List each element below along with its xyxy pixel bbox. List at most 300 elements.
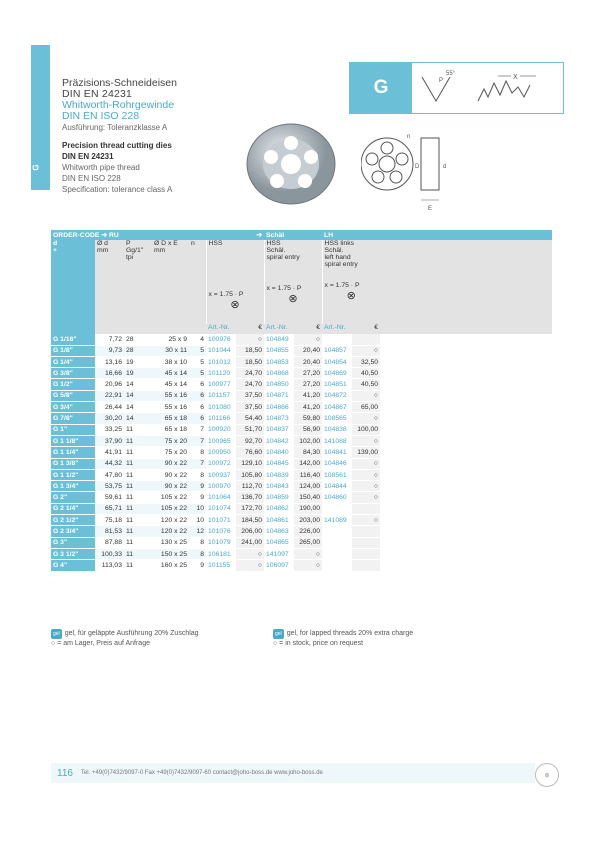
cell-a3: 104846 <box>322 458 352 469</box>
cell-p3 <box>352 526 380 537</box>
thread-profile-icon <box>418 67 558 109</box>
gel-badge-en: gel <box>275 631 282 637</box>
cell-nm: G 1 1/2" <box>51 469 95 480</box>
cell-p3: 139,00 <box>352 447 380 458</box>
col-hss-x: x = 1.75 · P <box>208 291 244 298</box>
cell-a1: 101155 <box>206 560 236 571</box>
cell-p: 11 <box>124 424 152 435</box>
table-row <box>51 356 552 367</box>
x-label: X <box>513 74 518 81</box>
table-row <box>51 469 552 480</box>
cell-p2: 56,90 <box>294 424 322 435</box>
cell-p: 11 <box>124 560 152 571</box>
table-row <box>51 481 552 492</box>
cell-p1: ○ <box>236 334 264 345</box>
cell-d: 59,61 <box>95 492 124 503</box>
cell-d: 26,44 <box>95 402 124 413</box>
cell-a3 <box>322 537 352 548</box>
cell-p2: 84,30 <box>294 447 322 458</box>
cell-a1: 100970 <box>206 481 236 492</box>
de-sub2: DIN EN ISO 228 <box>62 110 140 122</box>
cell-d: 87,88 <box>95 537 124 548</box>
cell-dxe: 65 x 18 <box>152 424 189 435</box>
cell-a2: 104850 <box>264 379 294 390</box>
cell-dxe: 90 x 22 <box>152 469 189 480</box>
cell-d: 13,16 <box>95 356 124 367</box>
cell-n: 9 <box>189 481 206 492</box>
cell-a3: 104860 <box>322 492 352 503</box>
cell-p: 19 <box>124 368 152 379</box>
cell-p2: 41,20 <box>294 402 322 413</box>
table-row <box>51 368 552 379</box>
cell-n: 8 <box>189 469 206 480</box>
en-sub2: DIN EN ISO 228 <box>62 174 121 183</box>
cell-p2: ○ <box>294 548 322 559</box>
cell-d: 65,71 <box>95 503 124 514</box>
table-row <box>51 447 552 458</box>
cell-a2: 104845 <box>264 458 294 469</box>
cell-nm: G 2 3/4" <box>51 526 95 537</box>
cell-p: 11 <box>124 481 152 492</box>
cell-p1: 24,70 <box>236 379 264 390</box>
cell-p2: 265,00 <box>294 537 322 548</box>
cell-a1: 101012 <box>206 356 236 367</box>
table-row <box>51 424 552 435</box>
cell-a1: 100976 <box>206 334 236 345</box>
cell-a2: 104873 <box>264 413 294 424</box>
cell-p: 11 <box>124 537 152 548</box>
cell-nm: G 1" <box>51 424 95 435</box>
cell-a1: 101064 <box>206 492 236 503</box>
table-row <box>51 458 552 469</box>
art-nr-3: Art.-Nr. <box>322 324 352 334</box>
pitch-label: P <box>439 78 444 84</box>
cell-p: 28 <box>124 345 152 356</box>
cell-p1: 129,10 <box>236 458 264 469</box>
cell-p1: 37,50 <box>236 402 264 413</box>
cell-p: 11 <box>124 435 152 446</box>
col-hss3-c: left hand <box>324 254 351 261</box>
cell-a2: 104859 <box>264 492 294 503</box>
table-row <box>51 515 552 526</box>
cell-d: 100,33 <box>95 548 124 559</box>
cell-n: 7 <box>189 435 206 446</box>
cell-n: 7 <box>189 424 206 435</box>
cell-p1: 24,70 <box>236 368 264 379</box>
product-table <box>51 230 552 572</box>
cell-p1: 92,70 <box>236 435 264 446</box>
table-row <box>51 503 552 514</box>
col-hss2-x: x = 1.75 · P <box>266 285 302 292</box>
cell-p3: ○ <box>352 413 380 424</box>
cell-a2: 104863 <box>264 526 294 537</box>
col-hss3: HSS links <box>324 240 354 247</box>
cell-dxe: 65 x 18 <box>152 413 189 424</box>
table-row <box>51 435 552 446</box>
cell-a2: 104866 <box>264 402 294 413</box>
cell-p: 14 <box>124 390 152 401</box>
cell-n: 6 <box>189 379 206 390</box>
cell-dxe: 130 x 25 <box>152 537 189 548</box>
cell-d: 20,96 <box>95 379 124 390</box>
cell-a2: 104837 <box>264 424 294 435</box>
cell-d: 44,32 <box>95 458 124 469</box>
cell-d: 7,72 <box>95 334 124 345</box>
legend-en-1: gel, for lapped threads 20% extra charge <box>286 630 414 637</box>
de-norm: DIN EN 24231 <box>62 88 133 100</box>
col-hss2-c: spiral entry <box>266 254 300 261</box>
cell-p3 <box>352 503 380 514</box>
cell-dxe: 30 x 11 <box>152 345 189 356</box>
drawing-n-label: n <box>407 134 411 140</box>
eur-3: € <box>352 324 380 334</box>
cell-nm: G 1 1/4" <box>51 447 95 458</box>
cell-p: 11 <box>124 492 152 503</box>
col-dxe: Ø D x E <box>154 240 178 247</box>
cell-p1: 54,40 <box>236 413 264 424</box>
cell-p1: 241,00 <box>236 537 264 548</box>
table-row <box>51 537 552 548</box>
cell-a2: 104855 <box>264 345 294 356</box>
en-norm: DIN EN 24231 <box>62 152 114 161</box>
cell-a3: 104841 <box>322 447 352 458</box>
cell-d: 41,91 <box>95 447 124 458</box>
cell-a1: 101071 <box>206 515 236 526</box>
col-od: Ø d <box>97 240 108 247</box>
cell-a2: 104840 <box>264 447 294 458</box>
col-hss3-d: spiral entry <box>324 261 358 268</box>
cell-a1: 101120 <box>206 368 236 379</box>
col-n: n <box>189 240 206 324</box>
cell-p2: 190,00 <box>294 503 322 514</box>
order-code-row: ORDER-CODE ➔ RU ➔ Schäl LH <box>51 230 552 240</box>
cell-a2: 106097 <box>264 560 294 571</box>
eur-1: € <box>236 324 264 334</box>
cell-d: 30,20 <box>95 413 124 424</box>
cell-a2: 104843 <box>264 481 294 492</box>
en-title: Precision thread cutting dies <box>62 141 172 150</box>
col-hss3-b: Schäl. <box>324 247 344 254</box>
cell-d: 37,90 <box>95 435 124 446</box>
cell-a1: 100937 <box>206 469 236 480</box>
cell-a2: 104849 <box>264 334 294 345</box>
de-spec: Ausführung: Toleranzklasse A <box>62 123 168 132</box>
cell-p3: 100,00 <box>352 424 380 435</box>
cell-p2: ○ <box>294 334 322 345</box>
cell-p1: ○ <box>236 560 264 571</box>
cell-nm: G 2 1/4" <box>51 503 95 514</box>
drawing-E-label: E <box>428 206 433 212</box>
legend-de-1: gel, für geläppte Ausführung 20% Zuschlag <box>64 630 199 637</box>
cell-a3: 104838 <box>322 424 352 435</box>
die-left-icon: ⊗ <box>346 290 356 302</box>
cell-a1: 100972 <box>206 458 236 469</box>
cell-p2: 27,20 <box>294 379 322 390</box>
cell-a2: 104865 <box>264 537 294 548</box>
cell-d: 47,80 <box>95 469 124 480</box>
cell-p1: 105,80 <box>236 469 264 480</box>
group-schael: Schäl <box>264 230 322 240</box>
cell-dxe: 55 x 16 <box>152 402 189 413</box>
cell-d: 81,53 <box>95 526 124 537</box>
cell-nm: G 3/4" <box>51 402 95 413</box>
cell-p3 <box>352 560 380 571</box>
cell-a1: 100950 <box>206 447 236 458</box>
cell-dxe: 120 x 22 <box>152 515 189 526</box>
cell-dxe: 105 x 22 <box>152 492 189 503</box>
table-row <box>51 345 552 356</box>
cell-nm: G 1 3/8" <box>51 458 95 469</box>
cell-a3: 104867 <box>322 402 352 413</box>
order-code-label: ORDER-CODE <box>53 232 100 239</box>
gel-badge: gel <box>53 631 60 637</box>
cell-nm: G 5/8" <box>51 390 95 401</box>
legend-de <box>51 629 199 649</box>
legend-de-2: ○ = am Lager, Preis auf Anfrage <box>51 640 150 647</box>
cell-nm: G 1/8" <box>51 345 95 356</box>
cell-p2: 27,20 <box>294 368 322 379</box>
cell-nm: G 1/16" <box>51 334 95 345</box>
col-hss3-x: x = 1.75 · P <box>324 282 360 289</box>
company-logo-icon: ⊛ <box>535 763 559 787</box>
cell-dxe: 90 x 22 <box>152 458 189 469</box>
cell-p1: 37,50 <box>236 390 264 401</box>
en-spec: Specification: tolerance class A <box>62 185 173 194</box>
cell-p2: 20,40 <box>294 345 322 356</box>
eur-2: € <box>294 324 322 334</box>
cell-p: 14 <box>124 402 152 413</box>
col-d-sym: + <box>53 247 57 254</box>
side-tab <box>31 45 50 190</box>
group-lh: LH <box>322 230 380 240</box>
cell-p3: ○ <box>352 469 380 480</box>
cell-nm: G 2" <box>51 492 95 503</box>
col-dxe-unit: mm <box>154 247 166 254</box>
cell-n: 8 <box>189 548 206 559</box>
cell-p: 11 <box>124 503 152 514</box>
page-number: 116 <box>57 767 73 779</box>
cell-n: 10 <box>189 503 206 514</box>
table-row <box>51 560 552 571</box>
table-row <box>51 390 552 401</box>
cell-d: 16,66 <box>95 368 124 379</box>
cell-a1: 100977 <box>206 379 236 390</box>
legend-en <box>273 629 413 649</box>
drawing-d-label: d <box>443 164 447 170</box>
cell-p2: 102,00 <box>294 435 322 446</box>
cell-p2: 226,00 <box>294 526 322 537</box>
cell-p3 <box>352 537 380 548</box>
cell-p: 14 <box>124 379 152 390</box>
side-tab-label: G <box>31 164 41 171</box>
col-hss: HSS <box>208 240 223 247</box>
cell-p1: 184,50 <box>236 515 264 526</box>
cell-dxe: 38 x 10 <box>152 356 189 367</box>
cell-p: 11 <box>124 526 152 537</box>
cell-dxe: 75 x 20 <box>152 435 189 446</box>
cell-p3: ○ <box>352 390 380 401</box>
cell-n: 9 <box>189 560 206 571</box>
cell-p1: 172,70 <box>236 503 264 514</box>
order-code-value: RU <box>108 232 119 239</box>
cell-p: 28 <box>124 334 152 345</box>
header <box>62 78 272 195</box>
cell-p2: 20,40 <box>294 356 322 367</box>
cell-nm: G 1/2" <box>51 379 95 390</box>
cell-d: 53,75 <box>95 481 124 492</box>
table-row <box>51 402 552 413</box>
cell-p3: 32,50 <box>352 356 380 367</box>
cell-a1: 101080 <box>206 402 236 413</box>
cell-p3: ○ <box>352 492 380 503</box>
cell-p1: 18,50 <box>236 356 264 367</box>
de-sub1: Whitworth-Rohrgewinde <box>62 99 175 111</box>
thread-letter: G <box>350 63 412 113</box>
cell-d: 33,25 <box>95 424 124 435</box>
cell-n: 12 <box>189 526 206 537</box>
cell-p1: ○ <box>236 548 264 559</box>
cell-p3: 40,50 <box>352 379 380 390</box>
en-sub1: Whitworth pipe thread <box>62 163 140 172</box>
table-row <box>51 548 552 559</box>
thread-symbol-box <box>349 62 564 114</box>
cell-a3: 104872 <box>322 390 352 401</box>
cell-a3 <box>322 526 352 537</box>
cell-dxe: 120 x 22 <box>152 526 189 537</box>
cell-p2: 124,00 <box>294 481 322 492</box>
cell-a2: 104862 <box>264 503 294 514</box>
cell-a3: 108565 <box>322 413 352 424</box>
cell-nm: G 1 3/4" <box>51 481 95 492</box>
cell-p1: 136,70 <box>236 492 264 503</box>
cell-a1: 101074 <box>206 503 236 514</box>
cell-a3 <box>322 548 352 559</box>
cell-p: 19 <box>124 356 152 367</box>
col-hss2-b: Schäl. <box>266 247 286 254</box>
cell-a1: 101044 <box>206 345 236 356</box>
cell-a3 <box>322 334 352 345</box>
cell-dxe: 75 x 20 <box>152 447 189 458</box>
footer-contact: Tel. +49(0)7432/9097-0 Fax +49(0)7432/9097-60 contact@joho-boss.de www.joho-boss.de <box>80 770 323 776</box>
art-nr-1: Art.-Nr. <box>206 324 236 334</box>
cell-n: 7 <box>189 458 206 469</box>
cell-a3 <box>322 503 352 514</box>
cell-a2: 104871 <box>264 390 294 401</box>
cell-nm: G 3" <box>51 537 95 548</box>
cell-a3: 141088 <box>322 435 352 446</box>
cell-n: 9 <box>189 492 206 503</box>
cell-n: 4 <box>189 334 206 345</box>
cell-dxe: 45 x 14 <box>152 368 189 379</box>
col-od-unit: mm <box>97 247 109 254</box>
cell-a2: 104839 <box>264 469 294 480</box>
cell-a1: 101079 <box>206 537 236 548</box>
cell-n: 6 <box>189 390 206 401</box>
cell-p1: 18,50 <box>236 345 264 356</box>
cell-p2: 150,40 <box>294 492 322 503</box>
die-drawing <box>361 130 451 215</box>
cell-dxe: 160 x 25 <box>152 560 189 571</box>
cell-p3: ○ <box>352 345 380 356</box>
cell-d: 9,73 <box>95 345 124 356</box>
cell-d: 22,91 <box>95 390 124 401</box>
cell-n: 5 <box>189 356 206 367</box>
col-p: P <box>126 240 131 247</box>
cell-a1: 106181 <box>206 548 236 559</box>
table-row <box>51 526 552 537</box>
table-row <box>51 379 552 390</box>
cell-n: 5 <box>189 345 206 356</box>
cell-p2: 41,20 <box>294 390 322 401</box>
cell-a1: 100920 <box>206 424 236 435</box>
legend-en-2: ○ = in stock, price on request <box>273 640 364 647</box>
art-nr-2: Art.-Nr. <box>264 324 294 334</box>
cell-p2: 59,80 <box>294 413 322 424</box>
cell-a3: 104869 <box>322 368 352 379</box>
cell-a2: 104868 <box>264 368 294 379</box>
die-spiral-icon: ⊗ <box>288 293 298 305</box>
cell-a1: 101166 <box>206 413 236 424</box>
cell-p2: 203,00 <box>294 515 322 526</box>
cell-a3 <box>322 560 352 571</box>
cell-p: 11 <box>124 469 152 480</box>
cell-a1: 101076 <box>206 526 236 537</box>
header-row <box>51 240 552 324</box>
cell-a3: 141089 <box>322 515 352 526</box>
cell-dxe: 105 x 22 <box>152 503 189 514</box>
cell-d: 75,18 <box>95 515 124 526</box>
cell-p: 11 <box>124 515 152 526</box>
cell-a1: 101157 <box>206 390 236 401</box>
cell-p2: 142,00 <box>294 458 322 469</box>
cell-a2: 104853 <box>264 356 294 367</box>
cell-a2: 104861 <box>264 515 294 526</box>
cell-dxe: 90 x 22 <box>152 481 189 492</box>
cell-nm: G 3/8" <box>51 368 95 379</box>
cell-p1: 206,00 <box>236 526 264 537</box>
angle-label: 55° <box>446 71 456 77</box>
cell-p3: ○ <box>352 481 380 492</box>
cell-n: 5 <box>189 368 206 379</box>
table-row <box>51 334 552 345</box>
cell-nm: G 1 1/8" <box>51 435 95 446</box>
cell-nm: G 7/8" <box>51 413 95 424</box>
cell-a3: 108561 <box>322 469 352 480</box>
cell-nm: G 4" <box>51 560 95 571</box>
cell-a1: 100965 <box>206 435 236 446</box>
cell-a3: 104857 <box>322 345 352 356</box>
cell-nm: G 2 1/2" <box>51 515 95 526</box>
col-p-unit2: tpi <box>126 254 134 261</box>
col-hss2: HSS <box>266 240 281 247</box>
cell-p3: ○ <box>352 435 380 446</box>
cell-p2: ○ <box>294 560 322 571</box>
cell-a2: 104842 <box>264 435 294 446</box>
cell-p: 11 <box>124 458 152 469</box>
cell-d: 113,03 <box>95 560 124 571</box>
cell-dxe: 25 x 9 <box>152 334 189 345</box>
col-p-unit: Gg/1" <box>126 247 144 254</box>
cell-p3 <box>352 334 380 345</box>
die-chamfer-icon: ⊗ <box>230 299 240 311</box>
table-row <box>51 413 552 424</box>
cell-p3: ○ <box>352 515 380 526</box>
cell-n: 8 <box>189 537 206 548</box>
cell-p3: ○ <box>352 458 380 469</box>
cell-nm: G 3 1/2" <box>51 548 95 559</box>
cell-a3: 104851 <box>322 379 352 390</box>
cell-p1: 76,60 <box>236 447 264 458</box>
